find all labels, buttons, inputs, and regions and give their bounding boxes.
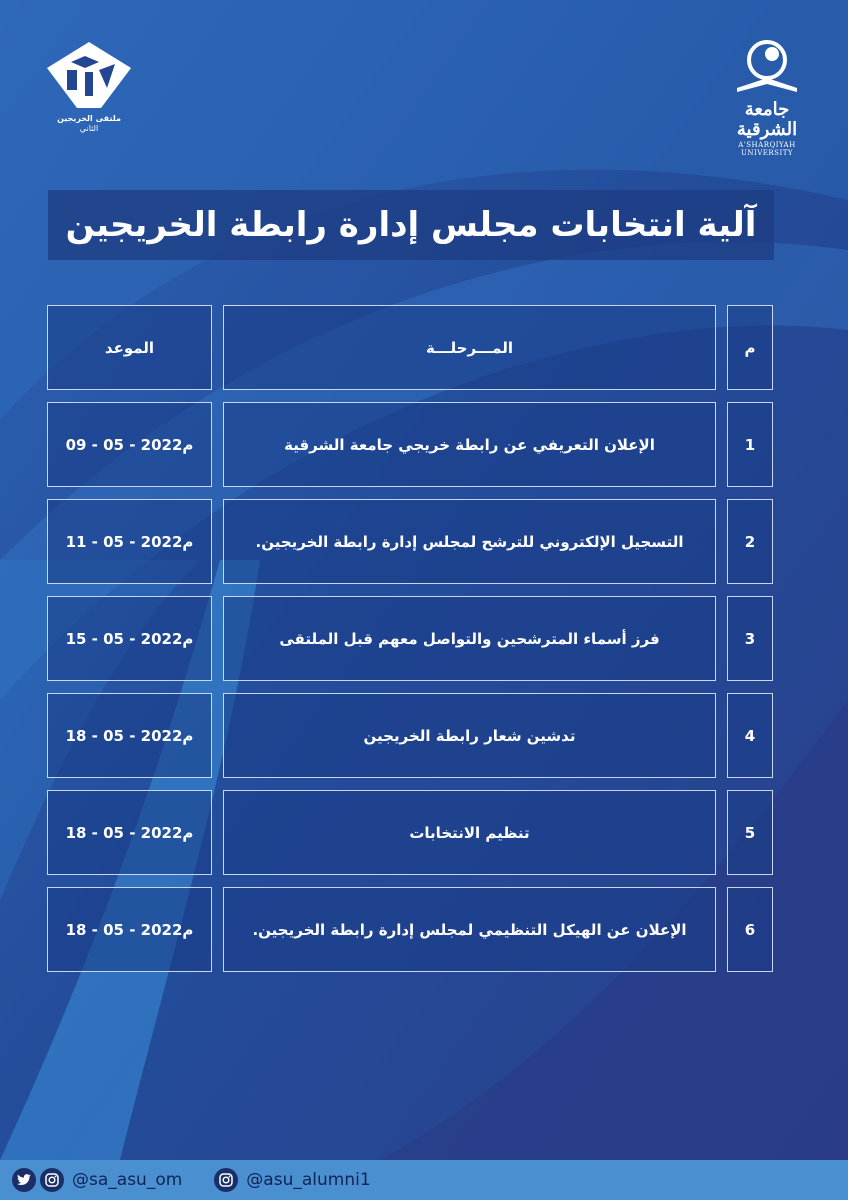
row-6-stage: الإعلان عن الهيكل التنظيمي لمجلس إدارة رابطة الخريجين. (223, 887, 716, 972)
header-stage: المـــرحلـــة (223, 305, 716, 390)
row-6-date: 18 - 05 - 2022م (47, 887, 212, 972)
row-2-num: 2 (727, 499, 773, 584)
instagram-icon (40, 1168, 64, 1192)
university-logo (712, 38, 822, 157)
social-handle-2: @asu_alumni1 (246, 1170, 371, 1190)
graduates-forum-emblem-icon (41, 38, 137, 110)
header-num: م (727, 305, 773, 390)
row-5-stage: تنظيم الانتخابات (223, 790, 716, 875)
social-handle-1: @sa_asu_om (72, 1170, 183, 1190)
university-name-en: A'SHARQIYAH UNIVERSITY (738, 141, 796, 157)
row-2-stage: التسجيل الإلكتروني للترشح لمجلس إدارة رابطة الخريجين. (223, 499, 716, 584)
university-emblem-icon (732, 38, 802, 96)
row-1-stage: الإعلان التعريفي عن رابطة خريجي جامعة الشرقية (223, 402, 716, 487)
row-1-num: 1 (727, 402, 773, 487)
instagram-icon (214, 1168, 238, 1192)
row-1-date: 09 - 05 - 2022م (47, 402, 212, 487)
title-banner (48, 190, 774, 260)
social-link-2[interactable] (214, 1168, 370, 1192)
twitter-icon (12, 1168, 36, 1192)
row-4-stage: تدشين شعار رابطة الخريجين (223, 693, 716, 778)
row-5-num: 5 (727, 790, 773, 875)
page-title: آلية انتخابات مجلس إدارة رابطة الخريجين (65, 205, 757, 245)
forum-logo (34, 38, 144, 138)
row-3-date: 15 - 05 - 2022م (47, 596, 212, 681)
row-5-date: 18 - 05 - 2022م (47, 790, 212, 875)
row-3-num: 3 (727, 596, 773, 681)
header-date: الموعد (47, 305, 212, 390)
row-2-date: 11 - 05 - 2022م (47, 499, 212, 584)
row-3-stage: فرز أسماء المترشحين والتواصل معهم قبل الملتقى (223, 596, 716, 681)
university-name-ar: جامعة الشرقية (736, 99, 798, 140)
footer-bar (0, 1160, 848, 1200)
forum-subtitle: الثاني (79, 124, 99, 133)
social-link-1[interactable] (12, 1168, 182, 1192)
row-4-num: 4 (727, 693, 773, 778)
row-4-date: 18 - 05 - 2022م (47, 693, 212, 778)
forum-name: ملتقى الخريجين (57, 114, 121, 123)
row-6-num: 6 (727, 887, 773, 972)
